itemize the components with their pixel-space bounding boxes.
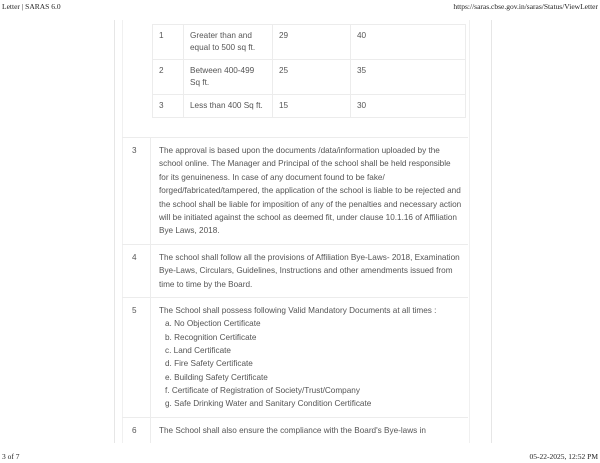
list-item: g. Safe Drinking Water and Sanitary Condition Certificate xyxy=(165,399,372,409)
row-description: Less than 400 Sq ft. xyxy=(184,95,273,118)
row-value-2: 40 xyxy=(351,25,466,60)
clause-row xyxy=(122,298,468,417)
row-description: Greater than and equal to 500 sq ft. xyxy=(184,25,273,60)
row-value-2: 35 xyxy=(351,60,466,95)
row-value-1: 15 xyxy=(273,95,351,118)
list-item: b. Recognition Certificate xyxy=(165,332,257,342)
table-row xyxy=(153,95,466,118)
clause-text: The school shall follow all the provisions of Affiliation Bye-Laws- 2018, Examination Bye-Laws, Circulars, Guidelines, Instructions and other amendments issued from time to time by the Board. xyxy=(151,244,469,297)
print-datetime: 05-22-2025, 12:52 PM xyxy=(529,452,598,461)
list-item: d. Fire Safety Certificate xyxy=(165,359,253,369)
list-item: c. Land Certificate xyxy=(165,346,231,356)
page-number: 3 of 7 xyxy=(2,452,20,461)
classroom-size-table xyxy=(152,24,466,118)
clause-text: The School shall also ensure the compliance with the Board's Bye-laws in xyxy=(151,417,469,443)
print-header xyxy=(2,2,598,14)
clause-text: The approval is based upon the documents /data/information uploaded by the school online. The Manager and Principal of the school shall be held responsible for its genuineness. In case of any document found to be fake/ forged/fabricated/tampered, the application of the school is liable to be rejected and the school shall be liable for imposition of any of the penalties and necessary action will be initiated against the school as deemed fit, under clause 10.1.16 of Affiliation Bye Laws, 2018. xyxy=(151,138,469,245)
row-serial: 1 xyxy=(153,25,184,60)
clause-number: 3 xyxy=(122,138,151,245)
conditions-table xyxy=(122,137,468,443)
clause-text: The School shall possess following Valid Mandatory Documents at all times : xyxy=(159,306,437,316)
mandatory-documents-list xyxy=(159,317,462,410)
row-value-1: 29 xyxy=(273,25,351,60)
row-description: Between 400-499 Sq ft. xyxy=(184,60,273,95)
row-value-2: 30 xyxy=(351,95,466,118)
clause-row xyxy=(122,138,468,245)
table-row xyxy=(153,25,466,60)
row-serial: 3 xyxy=(153,95,184,118)
clause-number: 6 xyxy=(122,417,151,443)
print-footer xyxy=(2,449,598,461)
table-row xyxy=(153,60,466,95)
row-value-1: 25 xyxy=(273,60,351,95)
document-url: https://saras.cbse.gov.in/saras/Status/ViewLetter xyxy=(453,2,598,11)
row-serial: 2 xyxy=(153,60,184,95)
list-item: e. Building Safety Certificate xyxy=(165,372,268,382)
clause-number: 5 xyxy=(122,298,151,417)
list-item: a. No Objection Certificate xyxy=(165,319,261,329)
clause-row xyxy=(122,244,468,297)
clause-number: 4 xyxy=(122,244,151,297)
list-item: f. Certificate of Registration of Society/Trust/Company xyxy=(165,385,360,395)
document-title: Letter | SARAS 6.0 xyxy=(2,2,61,11)
clause-row xyxy=(122,417,468,443)
clause-body xyxy=(151,298,469,417)
